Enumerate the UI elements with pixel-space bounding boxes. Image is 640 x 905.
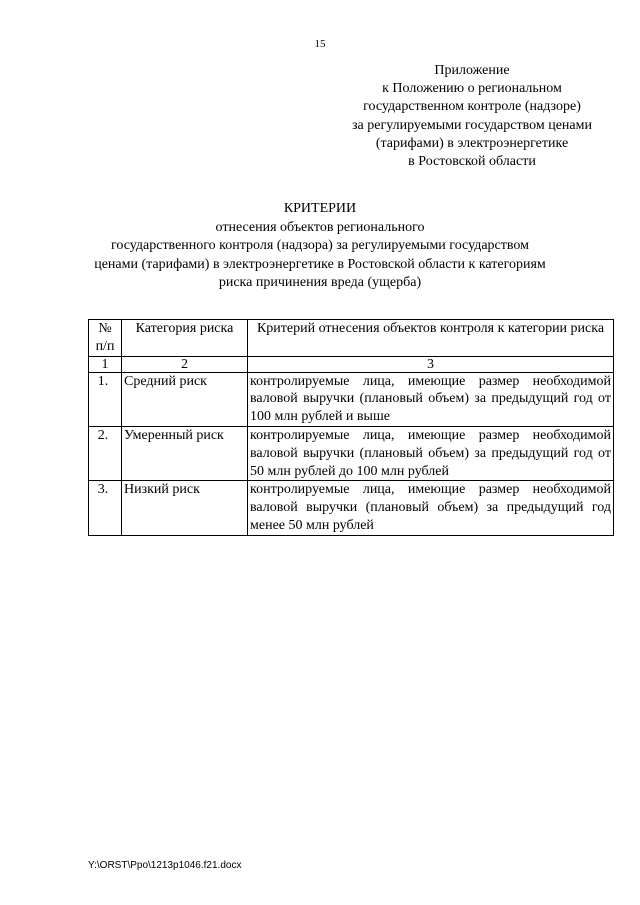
header-criterion: Критерий отнесения объектов контроля к категории риска <box>248 320 614 357</box>
row-num: 2. <box>89 426 122 480</box>
page-number: 15 <box>314 38 326 50</box>
index-cell: 2 <box>122 356 248 372</box>
appendix-line: государственном контроле (надзоре) <box>363 99 581 115</box>
table-header-row <box>89 320 614 357</box>
header-num: № п/п <box>89 320 122 357</box>
table-row <box>89 372 614 426</box>
table-row <box>89 481 614 535</box>
row-num: 1. <box>89 372 122 426</box>
row-category: Средний риск <box>122 372 248 426</box>
header-category: Категория риска <box>122 320 248 357</box>
title-line: государственного контроля (надзора) за регулируемыми государством <box>111 238 529 254</box>
appendix-line: Приложение <box>434 63 510 78</box>
document-title <box>0 200 640 293</box>
title-line: риска причинения вреда (ущерба) <box>218 275 422 291</box>
row-criterion: контролируемые лица, имеющие размер необходимой валовой выручки (плановый объем) за предыдущий год от 100 млн рублей и выше <box>248 372 614 426</box>
row-category: Низкий риск <box>122 481 248 535</box>
row-criterion: контролируемые лица, имеющие размер необходимой валовой выручки (плановый объем) за предыдущий год менее 50 млн рублей <box>248 481 614 535</box>
appendix-line: в Ростовской области <box>408 154 536 170</box>
title-line: отнесения объектов регионального <box>215 219 425 235</box>
criteria-table <box>88 319 614 536</box>
appendix-line: за регулируемыми государством ценами <box>352 117 592 133</box>
appendix-line: (тарифами) в электроэнергетике <box>375 135 569 151</box>
table-row <box>89 426 614 480</box>
index-cell: 1 <box>89 356 122 372</box>
row-category: Умеренный риск <box>122 426 248 480</box>
row-num: 3. <box>89 481 122 535</box>
title-line: ценами (тарифами) в электроэнергетике в Ростовской области к категориям <box>94 256 546 272</box>
title-heading: КРИТЕРИИ <box>283 201 357 216</box>
table-index-row <box>89 356 614 372</box>
index-cell: 3 <box>248 356 614 372</box>
appendix-line: к Положению о региональном <box>382 81 562 97</box>
file-path-footer: Y:\ORST\Ppo\1213p1046.f21.docx <box>88 860 242 871</box>
appendix-block <box>326 62 618 171</box>
row-criterion: контролируемые лица, имеющие размер необходимой валовой выручки (плановый объем) за предыдущий год от 50 млн рублей до 100 млн рублей <box>248 426 614 480</box>
